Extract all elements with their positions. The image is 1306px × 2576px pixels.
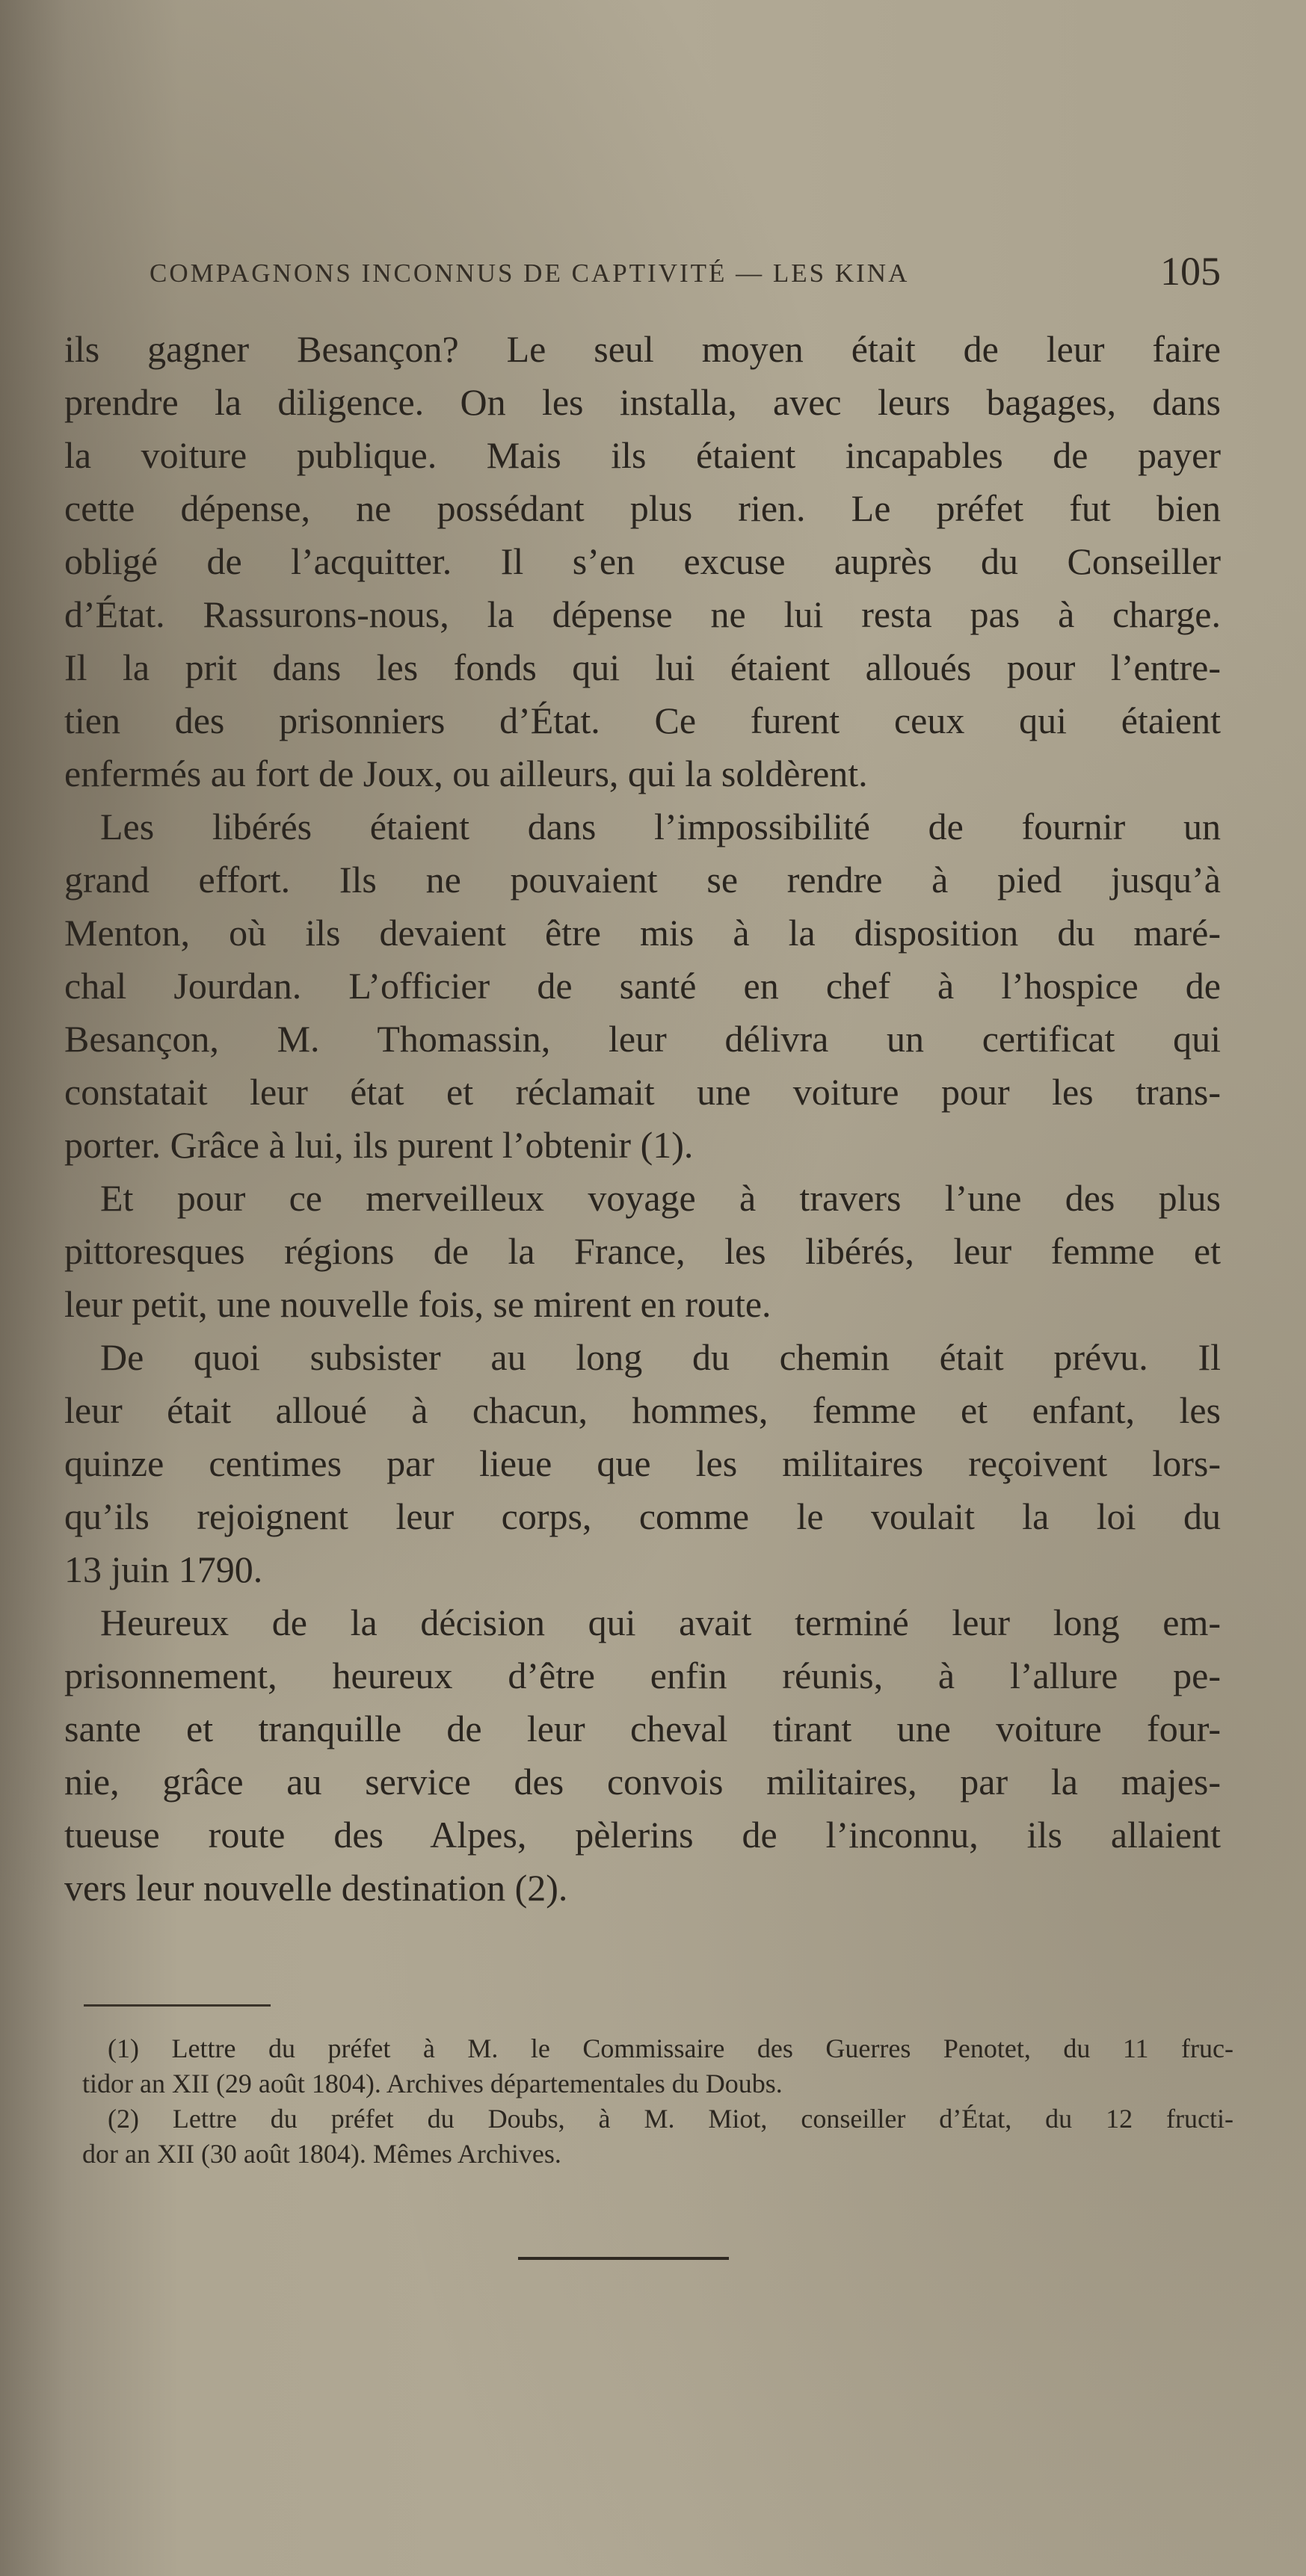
text-line: d’État. Rassurons-nous, la dépense ne lui resta pas à charge. <box>64 593 1221 635</box>
text-line: vers leur nouvelle destination (2). <box>64 1867 568 1909</box>
text-line: quinze centimes par lieue que les militaires reçoivent lors- <box>64 1442 1221 1484</box>
text-line: chal Jourdan. L’officier de santé en chef à l’hospice de <box>64 965 1221 1007</box>
text-line: obligé de l’acquitter. Il s’en excuse auprès du Conseiller <box>64 540 1221 582</box>
footnote-line: dor an XII (30 août 1804). Mêmes Archives. <box>82 2139 561 2169</box>
text-line: De quoi subsister au long du chemin était prévu. Il <box>100 1336 1221 1378</box>
text-line: cette dépense, ne possédant plus rien. Le préfet fut bien <box>64 487 1221 529</box>
body-text <box>64 323 1221 1967</box>
text-line: Il la prit dans les fonds qui lui étaient alloués pour l’entre- <box>64 646 1221 688</box>
text-line: Menton, où ils devaient être mis à la disposition du maré- <box>64 912 1221 954</box>
text-line: qu’ils rejoignent leur corps, comme le voulait la loi du <box>64 1495 1221 1537</box>
text-line: porter. Grâce à lui, ils purent l’obtenir (1). <box>64 1124 694 1166</box>
text-line: sante et tranquille de leur cheval tirant une voiture four- <box>64 1708 1221 1749</box>
page-number: 105 <box>1160 249 1221 294</box>
running-head-title: COMPAGNONS INCONNUS DE CAPTIVITÉ — LES KINA <box>150 259 910 288</box>
footnote-line: (2) Lettre du préfet du Doubs, à M. Miot, conseiller d’État, du 12 fructi- <box>108 2104 1233 2134</box>
text-line: 13 juin 1790. <box>64 1548 263 1590</box>
text-line: grand effort. Ils ne pouvaient se rendre à pied jusqu’à <box>64 859 1221 901</box>
footnote-line: tidor an XII (29 août 1804). Archives départementales du Doubs. <box>82 2069 783 2098</box>
text-line: enfermés au fort de Joux, ou ailleurs, qui la soldèrent. <box>64 753 868 794</box>
footnote-divider <box>84 2004 271 2007</box>
text-line: leur petit, une nouvelle fois, se mirent en route. <box>64 1283 771 1325</box>
text-line: prendre la diligence. On les installa, avec leurs bagages, dans <box>64 381 1221 423</box>
text-line: nie, grâce au service des convois militaires, par la majes- <box>64 1761 1221 1803</box>
text-line: Besançon, M. Thomassin, leur délivra un certificat qui <box>64 1018 1221 1060</box>
footnote-line: (1) Lettre du préfet à M. le Commissaire des Guerres Penotet, du 11 fruc- <box>108 2033 1233 2063</box>
footnotes <box>82 2031 1233 2172</box>
text-line: ils gagner Besançon? Le seul moyen était de leur faire <box>64 328 1221 370</box>
text-line: la voiture publique. Mais ils étaient incapables de payer <box>64 434 1221 476</box>
text-line: leur était alloué à chacun, hommes, femme et enfant, les <box>64 1389 1221 1431</box>
running-head <box>150 248 1221 300</box>
text-line: pittoresques régions de la France, les libérés, leur femme et <box>64 1230 1221 1272</box>
end-rule <box>518 2257 729 2260</box>
text-line: tueuse route des Alpes, pèlerins de l’inconnu, ils allaient <box>64 1814 1221 1856</box>
text-line: prisonnement, heureux d’être enfin réunis, à l’allure pe- <box>64 1655 1221 1696</box>
text-line: constatait leur état et réclamait une voiture pour les trans- <box>64 1071 1221 1113</box>
text-line: Et pour ce merveilleux voyage à travers l’une des plus <box>100 1177 1221 1219</box>
text-line: Les libérés étaient dans l’impossibilité de fournir un <box>100 806 1221 847</box>
text-line: tien des prisonniers d’État. Ce furent ceux qui étaient <box>64 699 1221 741</box>
text-line: Heureux de la décision qui avait terminé leur long em- <box>100 1601 1221 1643</box>
